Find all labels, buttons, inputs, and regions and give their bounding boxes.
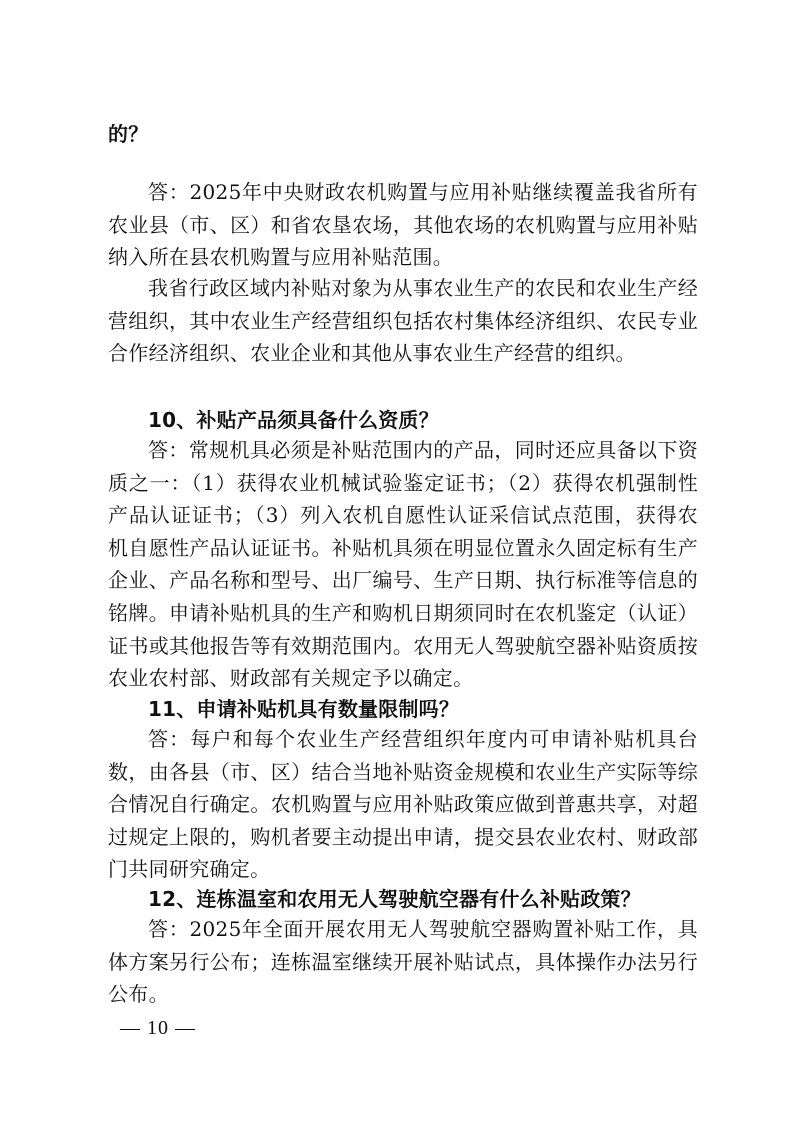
page-number: — 10 — (120, 1017, 196, 1039)
subsidy-target-paragraph: 我省行政区域内补贴对象为从事农业生产的农民和农业生产经营组织，其中农业生产经营组织包括农村集体经济组织、农民专业合作经济组织、农业企业和其他从事农业生产经营的组织。 (108, 276, 698, 366)
question-10-answer: 答：常规机具必须是补贴范围内的产品，同时还应具备以下资质之一：（1）获得农业机械试验鉴定证书；（2）获得农机强制性产品认证证书；（3）列入农机自愿性认证采信试点范围，获得农机自愿性产品认证证书。补贴机具须在明显位置永久固定标有生产企业、产品名称和型号、出厂编号、生产日期、执行标准等信息的铭牌。申请补贴机具的生产和购机日期须同时在农机鉴定（认证）证书或其他报告等有效期范围内。农用无人驾驶航空器补贴资质按农业农村部、财政部有关规定予以确定。 (108, 438, 698, 691)
question-12-answer: 答：2025年全面开展农用无人驾驶航空器购置补贴工作，具体方案另行公布；连栋温室继续开展补贴试点，具体操作办法另行公布。 (108, 917, 698, 1007)
answer-intro-paragraph: 答：2025年中央财政农机购置与应用补贴继续覆盖我省所有农业县（市、区）和省农垦农场，其他农场的农机购置与应用补贴纳入所在县农机购置与应用补贴范围。 (108, 180, 698, 270)
continuation-text: 的？ (108, 122, 149, 146)
question-12-heading: 12、连栋温室和农用无人驾驶航空器有什么补贴政策？ (148, 887, 641, 911)
question-10-heading: 10、补贴产品须具备什么资质？ (148, 408, 439, 432)
question-11-answer: 答：每户和每个农业生产经营组织年度内可申请补贴机具台数，由各县（市、区）结合当地补贴资金规模和农业生产实际等综合情况自行确定。农机购置与应用补贴政策应做到普惠共享，对超过规定上限的，购机者要主动提出申请，提交县农业农村、财政部门共同研究确定。 (108, 727, 698, 882)
question-11-heading: 11、申请补贴机具有数量限制吗？ (148, 697, 460, 721)
